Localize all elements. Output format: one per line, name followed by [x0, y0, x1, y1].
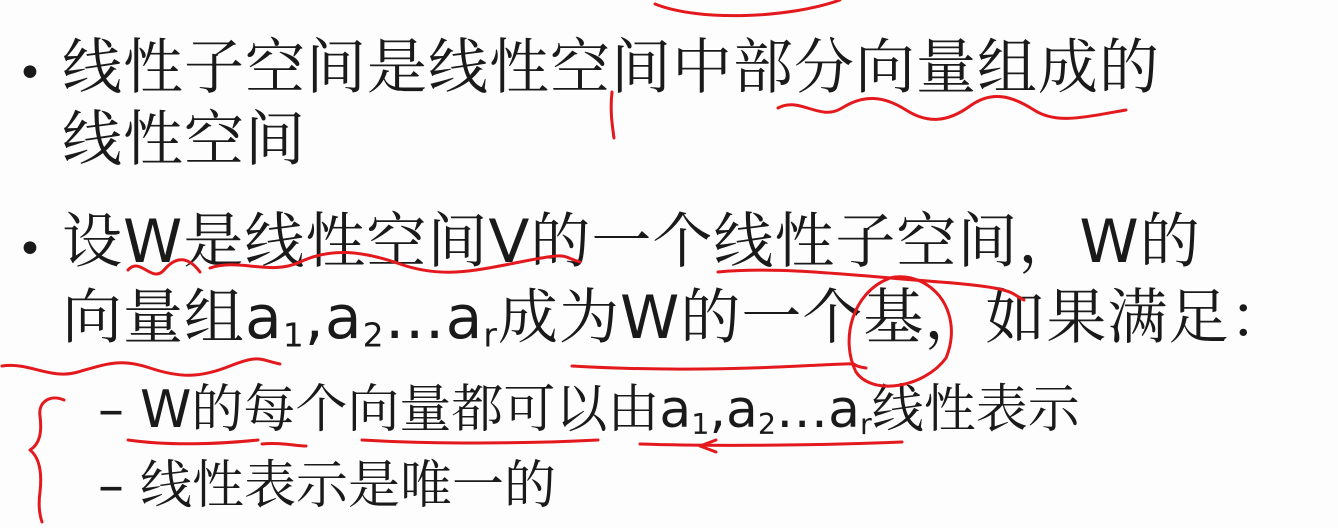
ink-top-curve	[655, 0, 840, 16]
ink-underline-sub-1d	[640, 442, 902, 445]
ink-arrow-head	[700, 440, 716, 452]
sub-bullet-2	[98, 456, 557, 516]
bullet-2-line-2	[62, 283, 1291, 355]
sub-bullet-1-prefix: W的每个向量都可以由	[140, 380, 660, 440]
sub-vector-ar: $a_r$	[828, 380, 872, 442]
bullet-marker-1: •	[17, 48, 43, 99]
sub-vector-a1: $a_1$	[659, 380, 710, 442]
vector-separator: ,	[304, 283, 325, 353]
ink-wavy-underline-3	[2, 359, 280, 375]
vector-ar: $a_r$	[445, 283, 498, 355]
sub-bullet-2-text: 线性表示是唯一的	[140, 456, 557, 516]
vector-ellipsis: …	[384, 283, 446, 353]
sub-vector-a2: $a_2$	[726, 380, 777, 442]
sub-bullet-marker-1: –	[98, 380, 124, 440]
bullet-1-line-2: 线性空间	[62, 105, 306, 175]
sub-bullet-1-suffix: 线性表示	[871, 380, 1080, 440]
sub-bullet-marker-2: –	[98, 456, 124, 516]
ink-brace	[30, 398, 64, 522]
bullet-2-suffix: 成为W的一个基，如果满足：	[498, 283, 1291, 353]
bullet-2-prefix: 向量组	[62, 283, 245, 353]
ink-underline-w-de	[572, 364, 866, 369]
ink-underline-sub-1a	[128, 440, 258, 444]
vector-a1: $a_1$	[245, 283, 305, 355]
bullet-1-line-1: 线性子空间是线性空间中部分向量组成的	[62, 33, 1160, 103]
bullet-2-line-1: 设W是线性空间V的一个线性子空间，W的	[62, 207, 1201, 277]
vector-a2: $a_2$	[324, 283, 385, 355]
ink-underline-sub-1c	[362, 440, 598, 443]
ink-underline-sub-1b	[262, 443, 306, 446]
sub-bullet-1: – W的每个向量都可以由$a_1,a_2\dots a_r$线性表示	[98, 380, 1080, 442]
bullet-marker-2: •	[17, 224, 43, 275]
